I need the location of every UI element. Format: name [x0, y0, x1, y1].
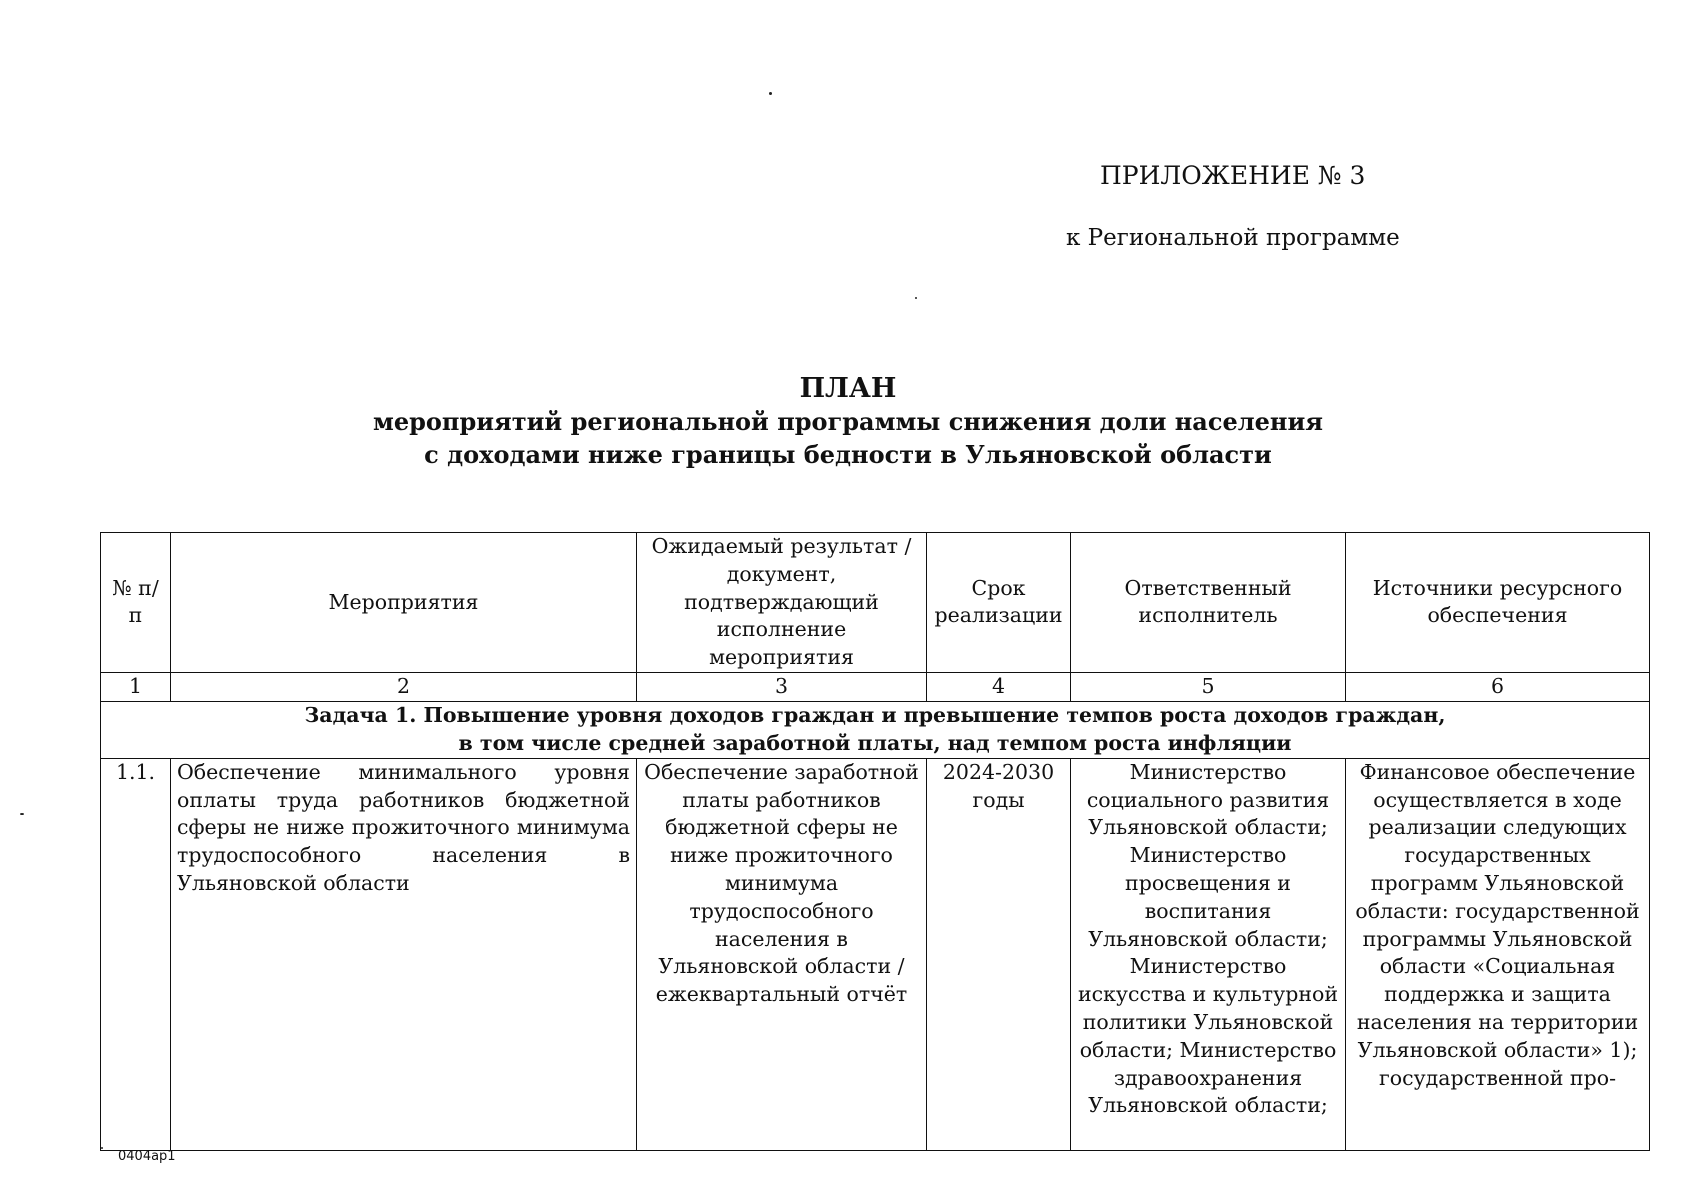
header-executor: Ответственный исполнитель [1071, 533, 1346, 673]
header-activity: Мероприятия [171, 533, 637, 673]
table-row [101, 758, 1650, 1150]
column-number: 3 [637, 672, 927, 701]
plan-subtitle-line2: с доходами ниже границы бедности в Ульяновской области [424, 440, 1272, 469]
column-number-row [101, 672, 1650, 701]
scan-speck [20, 813, 24, 815]
scan-speck [101, 1147, 103, 1149]
column-number: 5 [1071, 672, 1346, 701]
plan-title: ПЛАН [799, 373, 897, 404]
row-term: 2024-2030 годы [927, 758, 1071, 1150]
row-sources: Финансовое обеспечение осуществляется в ходе реализации следующих государственных программ Ульяновской области: государственной программы Ульяновской области «Социальная поддержка и защита населения на территории Ульяновской области» 1); государственной про- [1346, 758, 1650, 1150]
task-heading-line1: Задача 1. Повышение уровня доходов граждан и превышение темпов роста доходов граждан, [304, 702, 1446, 727]
header-result: Ожидаемый результат / документ, подтверждающий исполнение мероприятия [637, 533, 927, 673]
document-code: 0404ap1 [118, 1149, 176, 1164]
header-sources: Источники ресурсного обеспечения [1346, 533, 1650, 673]
appendix-block [1066, 158, 1400, 256]
header-term: Срок реализации [927, 533, 1071, 673]
task-row [101, 701, 1650, 758]
plan-table [100, 532, 1650, 1151]
plan-heading [0, 372, 1696, 471]
task-heading-line2: в том числе средней заработной платы, над темпом роста инфляции [458, 730, 1292, 755]
scan-speck [769, 92, 772, 95]
appendix-title: ПРИЛОЖЕНИЕ № 3 [1100, 161, 1366, 190]
appendix-reference: к Региональной программе [1066, 225, 1400, 251]
column-number: 2 [171, 672, 637, 701]
plan-subtitle-line1: мероприятий региональной программы снижения доли населения [372, 407, 1324, 436]
task-heading [101, 701, 1650, 758]
table-header-row [101, 533, 1650, 673]
row-num: 1.1. [101, 758, 171, 1150]
row-result: Обеспечение заработной платы работников бюджетной сферы не ниже прожиточного минимума трудоспособного населения в Ульяновской области / ежеквартальный отчёт [637, 758, 927, 1150]
column-number: 6 [1346, 672, 1650, 701]
row-activity: Обеспечение минимального уровня оплаты труда работников бюджетной сферы не ниже прожиточного минимума трудоспособного населения в Ульяновской области [171, 758, 637, 1150]
row-executor: Министерство социального развития Ульяновской области; Министерство просвещения и воспитания Ульяновской области; Министерство искусства и культурной политики Ульяновской области; Министерство здравоохранения Ульяновской области; [1071, 758, 1346, 1150]
column-number: 1 [101, 672, 171, 701]
header-num: № п/п [101, 533, 171, 673]
scan-speck [915, 297, 917, 299]
column-number: 4 [927, 672, 1071, 701]
